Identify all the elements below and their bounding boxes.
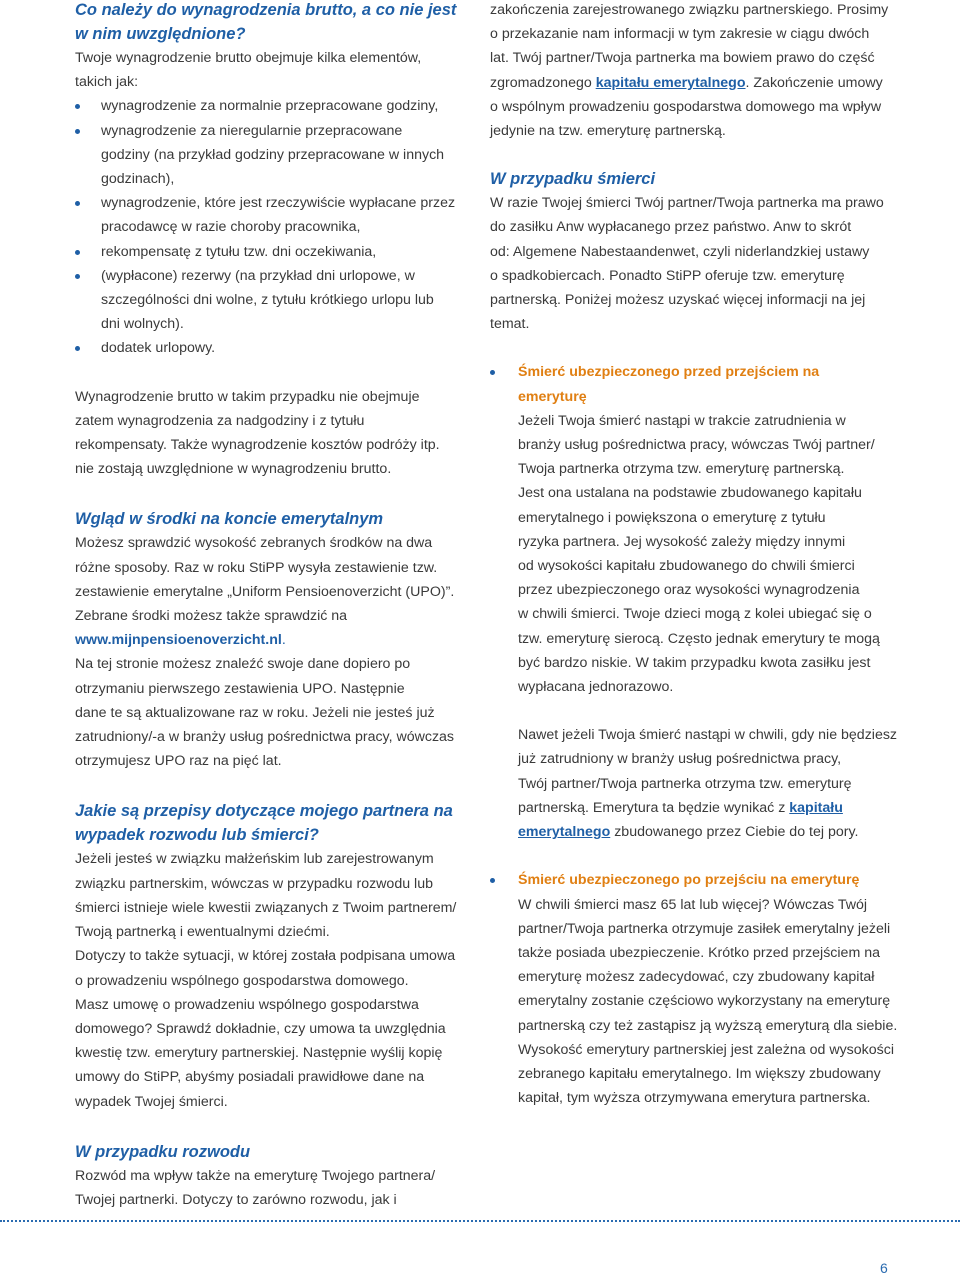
list-item	[490, 844, 920, 868]
paragraph-line: Rozwód ma wpływ także na emeryturę Twojego partnera/	[75, 1167, 436, 1184]
text-span: zbudowanego przez Ciebie do tej pory.	[610, 824, 859, 841]
list-item: Twoja partnerka otrzyma tzw. emeryturę partnerską.	[518, 461, 845, 478]
death-cases-list	[490, 360, 920, 1110]
paragraph-line: otrzymujesz UPO raz na pięć lat.	[75, 753, 282, 770]
list-item: Nawet jeżeli Twoja śmierć nastąpi w chwili, gdy nie będziesz	[518, 727, 898, 744]
list-item	[490, 820, 920, 844]
list-item: pracodawcę w razie choroby pracownika,	[101, 219, 361, 236]
paragraph-line: rekompensaty. Także wynagrodzenie kosztów podróży itp.	[75, 437, 440, 454]
paragraph-line: zatrudniony/-a w branży usług pośrednictwa pracy, wówczas	[75, 729, 455, 746]
subheading: Śmierć ubezpieczonego po przejściu na emeryturę	[518, 872, 860, 889]
list-item: partnerską czy też zastąpisz ją wyższą emeryturą dla siebie.	[518, 1017, 898, 1034]
kapital-link[interactable]: emerytalnego	[518, 824, 611, 841]
list-item: już zatrudniony w branży usług pośrednictwa pracy,	[518, 751, 842, 768]
list-item: emeryturę możesz zadecydować, czy zbudowany kapitał	[518, 969, 875, 986]
list-item: dodatek urlopowy.	[75, 336, 470, 360]
list-item: tzw. emeryturę sierocą. Często jednak emerytury te mogą	[518, 630, 880, 647]
list-item: w chwili śmierci. Twoje dzieci mogą z kolei ubiegać się o	[518, 606, 872, 623]
list-item: od wysokości kapitału zbudowanego do chwili śmierci	[518, 558, 855, 575]
kapital-link[interactable]: kapitału emerytalnego	[595, 74, 746, 91]
list-item: partner/Twoja partnerka otrzymuje zasiłek emerytalny jeżeli	[518, 920, 891, 937]
list-item: Jeżeli Twoja śmierć nastąpi w trakcie zatrudnienia w	[518, 412, 846, 429]
paragraph-line: o spadkobiercach. Ponadto StiPP oferuje tzw. emeryturę	[490, 267, 845, 284]
paragraph-line: W razie Twojej śmierci Twój partner/Twoja partnerka ma prawo	[490, 195, 884, 212]
paragraph-line: Twoją partnerką i ewentualnymi dziećmi.	[75, 924, 330, 941]
paragraph-line: o prowadzeniu wspólnego gospodarstwa domowego.	[75, 972, 409, 989]
list-item: (wypłacone) rezerwy (na przykład dni urlopowe, w	[75, 264, 470, 288]
text-span: zgromadzonego	[490, 74, 596, 91]
list-item: emerytalny zostanie częściowo wykorzystany na emeryturę	[518, 993, 891, 1010]
paragraph-line: Twojej partnerki. Dotyczy to zarówno rozwodu, jak i	[75, 1191, 397, 1208]
list-item: godzinach),	[101, 171, 175, 188]
paragraph-line: o przekazanie nam informacji w tym zakresie w ciągu dwóch	[490, 26, 870, 43]
list-item: Jest ona ustalana na podstawie zbudowanego kapitału	[518, 485, 862, 502]
list-item: godziny (na przykład godziny przepracowane w innych	[101, 146, 445, 163]
paragraph-line: związku partnerskim, wówczas w przypadku rozwodu lub	[75, 875, 433, 892]
paragraph-line	[490, 71, 920, 95]
subheading: Śmierć ubezpieczonego przed przejściem na	[518, 364, 820, 381]
list-item: ryzyka partnera. Jej wysokość zależy między innymi	[518, 533, 846, 550]
paragraph-line: Zebrane środki możesz także sprawdzić na	[75, 608, 348, 625]
intro-line: takich jak:	[75, 74, 139, 91]
paragraph-line: Możesz sprawdzić wysokość zebranych środków na dwa	[75, 535, 433, 552]
list-item: wynagrodzenie, które jest rzeczywiście wypłacane przez	[75, 191, 470, 215]
list-item: także posiada ubezpieczenie. Krótko przed przejściem na	[518, 944, 880, 961]
text-span: . Zakończenie umowy	[745, 74, 883, 91]
left-column	[75, 0, 470, 1212]
paragraph-line: dane te są aktualizowane raz w roku. Jeżeli nie jesteś już	[75, 704, 435, 721]
text-span: partnerską. Emerytura ta będzie wynikać z	[518, 799, 790, 816]
paragraph-line: wypadek Twojej śmierci.	[75, 1093, 228, 1110]
paragraph-line: Wynagrodzenie brutto w takim przypadku nie obejmuje	[75, 388, 420, 405]
list-item: branży usług pośrednictwa pracy, wówczas Twój partner/	[518, 437, 875, 454]
paragraph-line: Dotyczy to także sytuacji, w której została podpisana umowa	[75, 948, 456, 965]
list-item	[490, 796, 920, 820]
paragraph-line: Masz umowę o prowadzeniu wspólnego gospodarstwa	[75, 996, 419, 1013]
page-number: 6	[880, 1260, 888, 1276]
list-item: wynagrodzenie za normalnie przepracowane godziny,	[75, 94, 470, 118]
paragraph-line: zakończenia zarejestrowanego związku partnerskiego. Prosimy	[490, 2, 889, 18]
paragraph-line: umowy do StiPP, abyśmy posiadali prawidłowe dane na	[75, 1069, 425, 1086]
paragraph-line: domowego? Sprawdź dokładnie, czy umowa ta uwzględnia	[75, 1020, 446, 1037]
paragraph-line: różne sposoby. Raz w roku StiPP wysyła zestawienie tzw.	[75, 559, 438, 576]
paragraph-line: temat.	[490, 316, 530, 333]
paragraph-line: śmierci istnieje wiele kwestii związanych z Twoim partnerem/	[75, 899, 457, 916]
list-item	[490, 868, 920, 892]
paragraph-line: Na tej stronie możesz znaleźć swoje dane dopiero po	[75, 656, 411, 673]
paragraph-line: nie zostają uwzględnione w wynagrodzeniu brutto.	[75, 461, 392, 478]
list-item: emerytalnego i powiększona o emeryturę z tytułu	[518, 509, 826, 526]
list-item: przez ubezpieczonego oraz wysokości wynagrodzenia	[518, 582, 860, 599]
intro-line: Twoje wynagrodzenie brutto obejmuje kilka elementów,	[75, 50, 422, 66]
list-item: być bardzo niskie. W takim przypadku kwota zasiłku jest	[518, 654, 871, 671]
dotted-divider	[0, 1220, 960, 1222]
brutto-list	[75, 94, 470, 360]
heading-smierc: W przypadku śmierci	[490, 170, 656, 189]
heading-partner: Jakie są przepisy dotyczące mojego partnera na wypadek rozwodu lub śmierci?	[75, 802, 453, 845]
subheading: emeryturę	[518, 388, 587, 405]
paragraph-line: lat. Twój partner/Twoja partnerka ma bowiem prawo do część	[490, 50, 875, 67]
heading-rozwod: W przypadku rozwodu	[75, 1142, 251, 1161]
heading-brutto: Co należy do wynagrodzenia brutto, a co nie jest w nim uwzględnione?	[75, 1, 457, 43]
list-item: szczególności dni wolne, z tytułu krótkiego urlopu lub	[101, 292, 434, 309]
paragraph-line: zatem wynagrodzenia za nadgodziny i z tytułu	[75, 412, 365, 429]
list-item	[490, 360, 920, 384]
paragraph-line: od: Algemene Nabestaandenwet, czyli niderlandzkiej ustawy	[490, 243, 870, 260]
paragraph-line: partnerską. Poniżej możesz uzyskać więcej informacji na jej	[490, 292, 866, 309]
paragraph-line: do zasiłku Anw wypłacanego przez państwo. Anw to skrót	[490, 219, 852, 236]
list-item: W chwili śmierci masz 65 lat lub więcej? Wówczas Twój	[518, 896, 867, 913]
list-item: rekompensatę z tytułu tzw. dni oczekiwania,	[75, 240, 470, 264]
list-item: wynagrodzenie za nieregularnie przepracowane	[75, 119, 470, 143]
heading-wglad: Wgląd w środki na koncie emerytalnym	[75, 510, 384, 529]
paragraph-line: zestawienie emerytalne „Uniform Pensioenoverzicht (UPO)”.	[75, 583, 455, 600]
link-dot: .	[281, 632, 286, 649]
paragraph-line: jedynie na tzw. emeryturę partnerską.	[490, 123, 726, 140]
list-item	[490, 385, 920, 409]
list-item: zebranego kapitału emerytalnego. Im większy zbudowany	[518, 1065, 881, 1082]
list-item: Wysokość emerytury partnerskiej jest zależna od wysokości	[518, 1041, 894, 1058]
list-item: Twój partner/Twoja partnerka otrzyma tzw. emeryturę	[518, 775, 852, 792]
paragraph-line	[75, 628, 470, 652]
list-item: wypłacana jednorazowo.	[518, 679, 674, 696]
paragraph-line: otrzymaniu pierwszego zestawienia UPO. Następnie	[75, 680, 405, 697]
list-item: kapitał, tym wyższa otrzymywana emerytura partnerska.	[518, 1090, 871, 1107]
list-item	[490, 699, 920, 723]
right-column	[490, 0, 920, 1110]
paragraph-line: o wspólnym prowadzeniu gospodarstwa domowego ma wpływ	[490, 98, 882, 115]
list-item: dni wolnych).	[101, 316, 184, 333]
paragraph-line: Jeżeli jesteś w związku małżeńskim lub zarejestrowanym	[75, 851, 434, 868]
paragraph-line: kwestię tzw. emerytury partnerskiej. Następnie wyślij kopię	[75, 1045, 443, 1062]
pension-link[interactable]: www.mijnpensioenoverzicht.nl	[75, 632, 282, 649]
kapital-link[interactable]: kapitału	[789, 799, 843, 816]
